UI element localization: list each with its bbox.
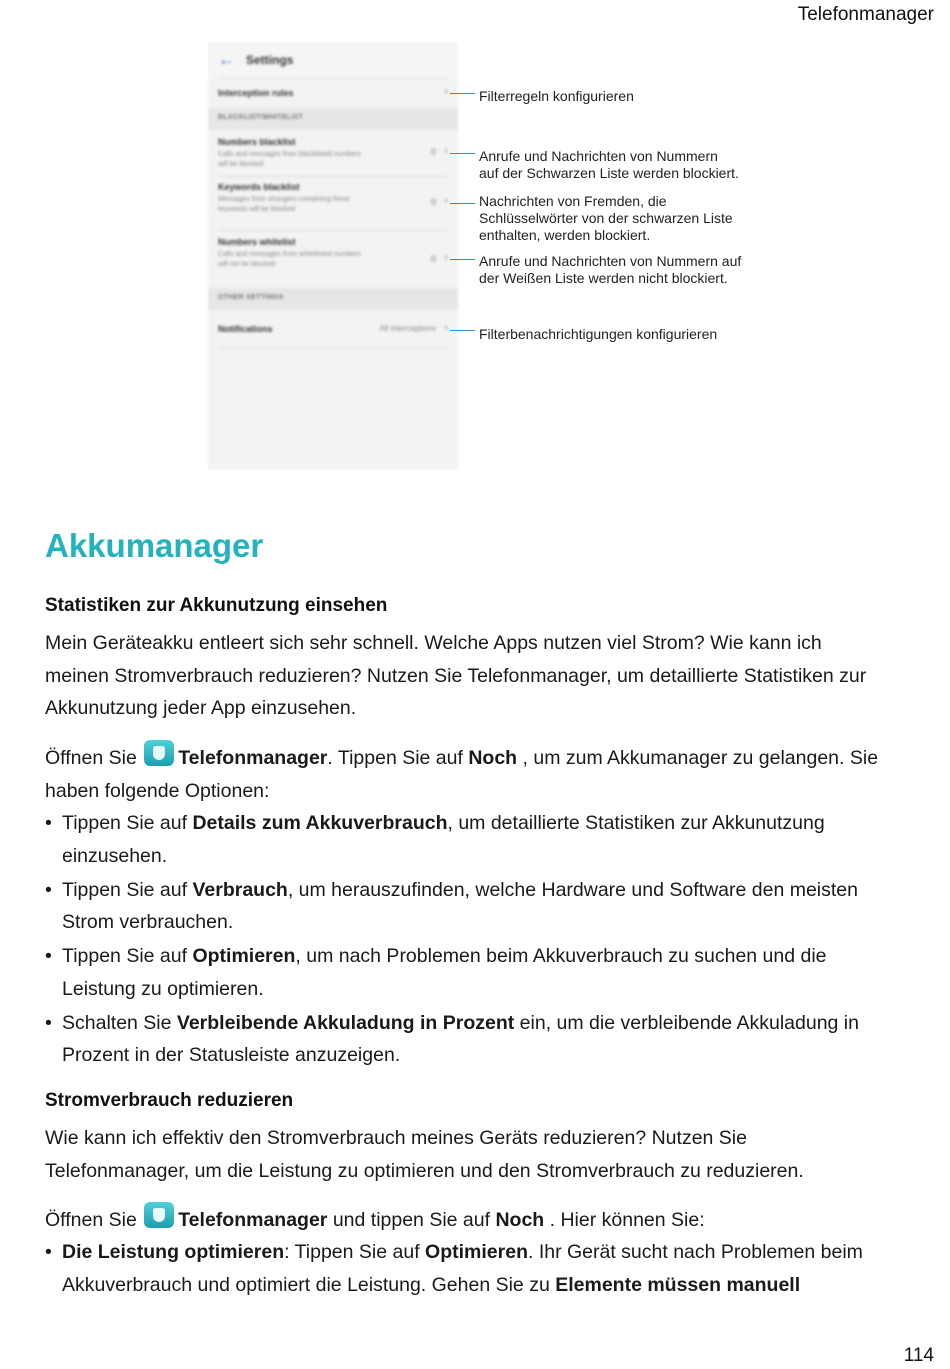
interception-rules-label: Interception rules bbox=[218, 88, 294, 98]
bullet-icon: • bbox=[45, 945, 52, 967]
numbers-whitelist-count: 0 bbox=[430, 254, 436, 264]
section-other bbox=[208, 288, 458, 310]
bullet-icon: • bbox=[45, 1241, 52, 1263]
bullet-text: . Ihr Gerät sucht nach Problemen beim bbox=[527, 1241, 863, 1263]
section-other-label: OTHER SETTINGS bbox=[218, 294, 284, 301]
reduce-bullet-list bbox=[45, 1236, 925, 1303]
callout-line bbox=[450, 203, 475, 204]
bullet-icon: • bbox=[45, 1011, 52, 1034]
bullet-text: einzusehen. bbox=[62, 844, 168, 867]
callout-line-text: Schlüsselwörter von der schwarzen Liste bbox=[479, 210, 733, 226]
numbers-blacklist-sub: Calls and messages from blacklisted numbers will be blocked bbox=[218, 151, 361, 168]
instruction-text: , um zum Akkumanager zu gelangen. Sie bbox=[517, 747, 879, 769]
reduce-intro bbox=[45, 1122, 920, 1187]
menu-noch: Noch bbox=[468, 747, 518, 769]
stats-open-instruction bbox=[45, 740, 920, 807]
notifications-title: Notifications bbox=[218, 324, 273, 334]
bullet-bold: Details zum Akkuverbrauch bbox=[192, 812, 448, 834]
paragraph-line: Akkunutzung jeder App einzusehen. bbox=[45, 697, 357, 719]
chevron-right-icon: › bbox=[444, 143, 448, 157]
callout-notifications-text: Filterbenachrichtigungen konfigurieren bbox=[479, 326, 718, 342]
numbers-whitelist-sub: Calls and messages from whitelisted numbers will not be blocked bbox=[218, 251, 361, 268]
bullet-text: ein, um die verbleibende Akkuladung in bbox=[514, 1011, 859, 1034]
bullet-text: Tippen Sie auf bbox=[62, 878, 193, 901]
bullet-bold: Elemente müssen manuell bbox=[555, 1273, 801, 1296]
list-item bbox=[45, 807, 925, 872]
instruction-text: Öffnen Sie bbox=[45, 747, 143, 769]
bullet-text: , um detaillierte Statistiken zur Akkunutzung bbox=[447, 812, 825, 834]
instruction-text: . Tippen Sie auf bbox=[327, 747, 469, 769]
bullet-text: Strom verbrauchen. bbox=[62, 911, 234, 933]
paragraph-line: Telefonmanager, um die Leistung zu optimieren und den Stromverbrauch zu reduzieren. bbox=[45, 1159, 804, 1182]
header-title: Telefonmanager bbox=[797, 4, 934, 25]
back-arrow-icon: ← bbox=[218, 50, 235, 69]
menu-noch: Noch bbox=[495, 1209, 545, 1231]
bullet-bold: Optimieren bbox=[192, 945, 296, 967]
chevron-right-icon: › bbox=[444, 250, 448, 264]
callout-keywords bbox=[479, 193, 779, 244]
callout-line bbox=[450, 330, 475, 331]
bullet-icon: • bbox=[45, 812, 52, 834]
callout-blacklist bbox=[479, 148, 779, 182]
numbers-blacklist-count: 0 bbox=[430, 147, 436, 157]
keywords-blacklist-sub: Messages from strangers containing these keywords will be blocked bbox=[218, 196, 350, 213]
paragraph-line: Wie kann ich effektiv den Stromverbrauch meines Geräts reduzieren? Nutzen Sie bbox=[45, 1127, 747, 1149]
callout-line-text: enthalten, werden blockiert. bbox=[479, 227, 651, 243]
list-item bbox=[45, 874, 925, 939]
bullet-text: Prozent in der Statusleiste anzuzeigen. bbox=[62, 1044, 401, 1066]
phone-manager-app-icon bbox=[144, 1202, 174, 1228]
bullet-bold: Optimieren bbox=[425, 1241, 528, 1263]
numbers-whitelist-title: Numbers whitelist bbox=[218, 237, 296, 247]
bullet-bold: Verbrauch bbox=[192, 878, 288, 901]
bullet-text: Leistung zu optimieren. bbox=[62, 977, 264, 1000]
paragraph-line: meinen Stromverbrauch reduzieren? Nutzen Sie Telefonmanager, um detaillierte Statistiken zur bbox=[45, 664, 867, 687]
keywords-blacklist-title: Keywords blacklist bbox=[218, 182, 300, 192]
bullet-text: Schalten Sie bbox=[62, 1011, 177, 1034]
bullet-text: Tippen Sie auf bbox=[62, 945, 193, 967]
divider bbox=[218, 348, 448, 349]
divider bbox=[218, 230, 448, 231]
chevron-right-icon: › bbox=[444, 84, 448, 98]
paragraph-line: haben folgende Optionen: bbox=[45, 779, 270, 802]
phone-manager-app-icon bbox=[144, 740, 174, 766]
stats-bullet-list bbox=[45, 807, 925, 1073]
callout-whitelist bbox=[479, 253, 779, 287]
callout-line-text: Nachrichten von Fremden, die bbox=[479, 193, 667, 209]
settings-title: Settings bbox=[246, 53, 294, 67]
instruction-text: und tippen Sie auf bbox=[327, 1209, 496, 1231]
list-item bbox=[45, 1236, 925, 1301]
callout-filter-rules bbox=[479, 88, 779, 105]
callout-line-text: auf der Schwarzen Liste werden blockiert. bbox=[479, 165, 739, 181]
bullet-bold: Verbleibende Akkuladung in Prozent bbox=[176, 1011, 515, 1034]
paragraph-line: Mein Geräteakku entleert sich sehr schnell. Welche Apps nutzen viel Strom? Wie kann ich bbox=[45, 632, 822, 654]
list-item bbox=[45, 1007, 925, 1072]
callout-line-text: der Weißen Liste werden nicht blockiert. bbox=[479, 270, 728, 286]
app-name: Telefonmanager bbox=[178, 1209, 328, 1231]
notifications-value: All interceptions bbox=[379, 324, 436, 333]
bullet-text: : Tippen Sie auf bbox=[284, 1241, 426, 1263]
section-title: Akkumanager bbox=[45, 527, 264, 564]
chevron-right-icon: › bbox=[444, 320, 448, 334]
bullet-icon: • bbox=[45, 878, 52, 901]
chevron-right-icon: › bbox=[444, 193, 448, 207]
numbers-blacklist-title: Numbers blacklist bbox=[218, 137, 296, 147]
callout-line bbox=[450, 93, 475, 94]
page-number: 114 bbox=[903, 1345, 934, 1366]
section-blacklist bbox=[208, 108, 458, 130]
keywords-blacklist-count: 0 bbox=[430, 197, 436, 207]
section-blacklist-label: BLACKLIST/WHITELIST bbox=[218, 114, 304, 121]
callout-line-text: Anrufe und Nachrichten von Nummern bbox=[479, 148, 718, 164]
callout-filter-rules-text: Filterregeln konfigurieren bbox=[479, 88, 634, 104]
bullet-text: , um nach Problemen beim Akkuverbrauch zu suchen und die bbox=[295, 945, 827, 967]
callout-line bbox=[450, 259, 475, 260]
reduce-open-instruction bbox=[45, 1202, 920, 1237]
callout-line bbox=[450, 153, 475, 154]
callout-line-text: Anrufe und Nachrichten von Nummern auf bbox=[479, 253, 742, 269]
app-name: Telefonmanager bbox=[178, 747, 328, 769]
stats-intro bbox=[45, 627, 920, 725]
instruction-text: Öffnen Sie bbox=[45, 1209, 143, 1231]
instruction-text: . Hier können Sie: bbox=[544, 1209, 705, 1231]
bullet-bold: Die Leistung optimieren bbox=[62, 1241, 285, 1263]
stats-heading: Statistiken zur Akkunutzung einsehen bbox=[45, 595, 388, 616]
bullet-text: , um herauszufinden, welche Hardware und Software den meisten bbox=[287, 878, 858, 901]
divider bbox=[218, 176, 448, 177]
divider bbox=[218, 78, 448, 79]
bullet-text: Tippen Sie auf bbox=[62, 812, 193, 834]
callout-notifications bbox=[479, 326, 779, 343]
list-item bbox=[45, 940, 925, 1005]
bullet-text: Akkuverbrauch und optimiert die Leistung. Gehen Sie zu bbox=[62, 1273, 556, 1296]
settings-screenshot bbox=[208, 42, 458, 470]
reduce-heading: Stromverbrauch reduzieren bbox=[45, 1090, 294, 1111]
settings-topbar bbox=[208, 42, 458, 78]
